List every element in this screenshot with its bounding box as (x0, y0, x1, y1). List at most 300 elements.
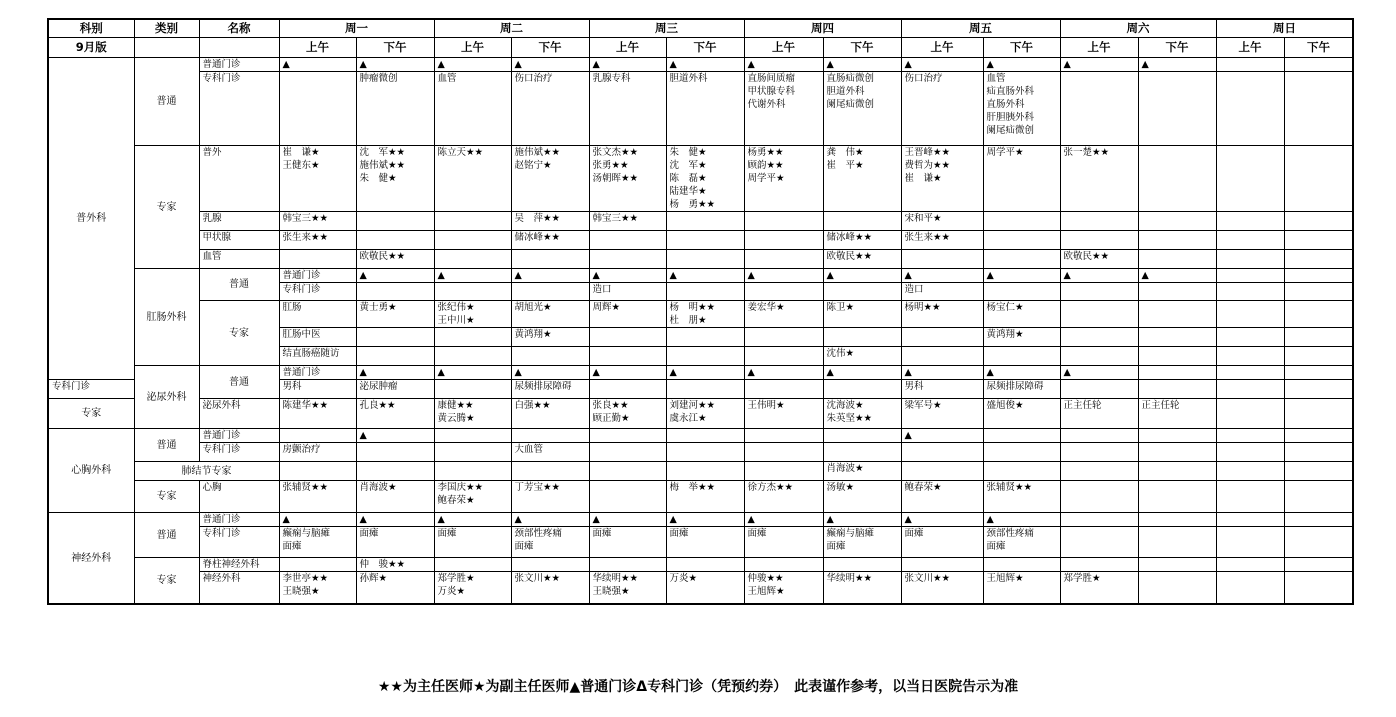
schedule-cell (1216, 283, 1284, 301)
schedule-cell: ▲ (356, 429, 434, 443)
schedule-table (47, 18, 1354, 605)
schedule-cell (434, 212, 511, 231)
schedule-cell: ▲ (1060, 58, 1138, 72)
am-header: 上午 (279, 38, 356, 58)
day-header-mon: 周一 (279, 19, 434, 38)
clinic-name: 结直肠癌随访 (279, 347, 356, 366)
department-label: 普外科 (48, 58, 134, 380)
schedule-cell (1284, 72, 1353, 146)
schedule-cell (589, 231, 666, 250)
pm-header: 下午 (356, 38, 434, 58)
schedule-cell: 陈卫★ (823, 301, 901, 328)
schedule-cell (666, 250, 744, 269)
schedule-cell: 男科 (279, 380, 356, 399)
schedule-cell (1284, 146, 1353, 212)
schedule-cell (744, 283, 823, 301)
schedule-cell (1216, 366, 1284, 380)
am-header: 上午 (1060, 38, 1138, 58)
legend-footer: ★★为主任医师★为副主任医师▲普通门诊Δ专科门诊（凭预约券） 此表谨作参考，以当日医院告示为准 (377, 679, 1019, 695)
schedule-cell: ▲ (434, 269, 511, 283)
name-header: 名称 (199, 19, 279, 38)
schedule-cell (434, 558, 511, 572)
schedule-cell: 面瘫 (434, 527, 511, 558)
schedule-cell (589, 481, 666, 513)
schedule-cell: 崔 谦★ 王健东★ (279, 146, 356, 212)
schedule-cell (983, 231, 1060, 250)
schedule-cell: ▲ (983, 58, 1060, 72)
header-row-halfday (48, 38, 1353, 58)
schedule-cell (983, 558, 1060, 572)
clinic-name: 普通门诊 (199, 429, 279, 443)
pm-header: 下午 (823, 38, 901, 58)
schedule-cell: 尿频排尿障碍 (511, 380, 589, 399)
schedule-cell (1138, 301, 1216, 328)
schedule-cell: ▲ (511, 58, 589, 72)
schedule-body (48, 19, 1353, 604)
schedule-cell (1216, 58, 1284, 72)
schedule-cell: ▲ (1138, 269, 1216, 283)
schedule-cell: ▲ (983, 269, 1060, 283)
schedule-cell: 欧敬民★★ (823, 250, 901, 269)
schedule-cell (744, 462, 823, 481)
pm-header: 下午 (1138, 38, 1216, 58)
schedule-row (48, 366, 1353, 380)
schedule-cell (666, 347, 744, 366)
schedule-cell: ▲ (434, 58, 511, 72)
schedule-cell: 宋和平★ (901, 212, 983, 231)
schedule-cell (1060, 231, 1138, 250)
schedule-cell: ▲ (279, 513, 356, 527)
schedule-cell (823, 443, 901, 462)
category-label: 普通 (134, 513, 199, 558)
schedule-cell (356, 443, 434, 462)
schedule-cell: 乳腺专科 (589, 72, 666, 146)
schedule-cell (823, 558, 901, 572)
schedule-cell (1216, 513, 1284, 527)
schedule-cell: 白强★★ (511, 399, 589, 429)
schedule-cell (356, 462, 434, 481)
schedule-cell (1138, 328, 1216, 347)
schedule-cell: 华续明★★ (823, 572, 901, 605)
department-label: 神经外科 (48, 513, 134, 605)
schedule-cell: 杨明★★ (901, 301, 983, 328)
schedule-cell (511, 429, 589, 443)
schedule-cell (823, 283, 901, 301)
schedule-cell: ▲ (744, 366, 823, 380)
header-blank (199, 38, 279, 58)
schedule-cell (279, 429, 356, 443)
schedule-cell (589, 380, 666, 399)
schedule-cell: ▲ (744, 269, 823, 283)
schedule-cell (1216, 347, 1284, 366)
schedule-cell (1138, 347, 1216, 366)
schedule-cell: ▲ (356, 269, 434, 283)
schedule-cell: ▲ (744, 58, 823, 72)
schedule-cell (1138, 212, 1216, 231)
category-label: 专家 (134, 146, 199, 269)
schedule-cell: ▲ (666, 366, 744, 380)
schedule-cell: 造口 (901, 283, 983, 301)
schedule-cell (1138, 429, 1216, 443)
schedule-cell: ▲ (666, 269, 744, 283)
schedule-cell: 张纪伟★ 王中川★ (434, 301, 511, 328)
schedule-cell (434, 380, 511, 399)
schedule-cell (1284, 328, 1353, 347)
schedule-cell (901, 558, 983, 572)
schedule-cell: 欧敬民★★ (356, 250, 434, 269)
schedule-cell: ▲ (589, 269, 666, 283)
schedule-row (48, 527, 1353, 558)
schedule-cell: ▲ (901, 366, 983, 380)
schedule-cell (823, 328, 901, 347)
schedule-cell: 面瘫 (744, 527, 823, 558)
schedule-cell (744, 328, 823, 347)
schedule-row (48, 513, 1353, 527)
schedule-cell (901, 328, 983, 347)
schedule-cell: 沈伟★ (823, 347, 901, 366)
schedule-cell (1216, 572, 1284, 605)
schedule-cell (589, 328, 666, 347)
dept-header: 科别 (48, 19, 134, 38)
schedule-cell: 尿频排尿障碍 (983, 380, 1060, 399)
schedule-cell: ▲ (823, 58, 901, 72)
schedule-cell: ▲ (434, 366, 511, 380)
schedule-cell (1060, 328, 1138, 347)
schedule-cell (1060, 380, 1138, 399)
schedule-cell (901, 443, 983, 462)
schedule-cell (744, 250, 823, 269)
schedule-cell: 肖海波★ (356, 481, 434, 513)
clinic-name: 专科门诊 (279, 283, 356, 301)
schedule-cell (1284, 399, 1353, 429)
schedule-cell (666, 462, 744, 481)
schedule-row (48, 301, 1353, 328)
schedule-cell: 万炎★ (666, 572, 744, 605)
schedule-cell: 郑学胜★ 万炎★ (434, 572, 511, 605)
department-label: 肛肠外科 (134, 269, 199, 366)
category-label: 普通 (199, 269, 279, 301)
schedule-cell: 王晋峰★★ 费哲为★★ 崔 谦★ (901, 146, 983, 212)
schedule-cell (1060, 443, 1138, 462)
schedule-cell: 丁芳宝★★ (511, 481, 589, 513)
header-blank (134, 38, 199, 58)
schedule-cell (589, 462, 666, 481)
schedule-cell: ▲ (666, 58, 744, 72)
schedule-cell (744, 443, 823, 462)
schedule-cell: 癫痫与脑瘫 面瘫 (823, 527, 901, 558)
schedule-cell: 孔良★★ (356, 399, 434, 429)
schedule-cell: 李国庆★★ 鲍春荣★ (434, 481, 511, 513)
schedule-cell (901, 347, 983, 366)
pm-header: 下午 (1284, 38, 1353, 58)
schedule-cell (1284, 212, 1353, 231)
schedule-cell: ▲ (279, 58, 356, 72)
schedule-cell: 血管 疝直肠外科 直肠外科 肝胆胰外科 阑尾疝微创 (983, 72, 1060, 146)
category-label: 专家 (134, 558, 199, 605)
schedule-cell: 姜宏华★ (744, 301, 823, 328)
schedule-row (48, 72, 1353, 146)
clinic-name: 普通门诊 (279, 269, 356, 283)
schedule-cell (1060, 429, 1138, 443)
schedule-cell: 康健★★ 黄云腾★ (434, 399, 511, 429)
schedule-cell (666, 283, 744, 301)
schedule-cell (1138, 572, 1216, 605)
schedule-cell: ▲ (983, 513, 1060, 527)
clinic-name: 泌尿外科 (199, 399, 279, 429)
schedule-cell: 张辅贤★★ (983, 481, 1060, 513)
schedule-cell: 施伟斌★★ 赵铭宁★ (511, 146, 589, 212)
clinic-name: 普外 (199, 146, 279, 212)
pm-header: 下午 (511, 38, 589, 58)
day-header-thu: 周四 (744, 19, 901, 38)
schedule-cell: ▲ (1060, 366, 1138, 380)
day-header-sat: 周六 (1060, 19, 1216, 38)
schedule-cell (1284, 269, 1353, 283)
schedule-cell (983, 443, 1060, 462)
schedule-cell: ▲ (744, 513, 823, 527)
schedule-row (48, 250, 1353, 269)
schedule-cell: 张生来★★ (279, 231, 356, 250)
schedule-cell: 张辅贤★★ (279, 481, 356, 513)
clinic-name: 乳腺 (199, 212, 279, 231)
schedule-cell: ▲ (983, 366, 1060, 380)
schedule-cell: 张良★★ 顾正勤★ (589, 399, 666, 429)
schedule-cell (434, 429, 511, 443)
schedule-cell (1060, 301, 1138, 328)
schedule-row (48, 572, 1353, 605)
category-label: 专家 (134, 481, 199, 513)
clinic-name: 普通门诊 (199, 513, 279, 527)
schedule-cell: ▲ (823, 269, 901, 283)
clinic-name: 甲状腺 (199, 231, 279, 250)
schedule-cell (1060, 481, 1138, 513)
schedule-cell (1216, 380, 1284, 399)
schedule-cell: 储冰峰★★ (823, 231, 901, 250)
schedule-cell (1138, 283, 1216, 301)
schedule-cell: ▲ (823, 513, 901, 527)
schedule-cell (356, 328, 434, 347)
schedule-cell (589, 443, 666, 462)
schedule-cell: 杨 明★★ 杜 朋★ (666, 301, 744, 328)
schedule-cell (1138, 146, 1216, 212)
schedule-cell (279, 462, 356, 481)
schedule-cell (511, 347, 589, 366)
schedule-cell (1138, 72, 1216, 146)
schedule-cell: 吴 萍★★ (511, 212, 589, 231)
schedule-cell (1060, 513, 1138, 527)
schedule-cell (589, 429, 666, 443)
schedule-cell: 仲 骏★★ (356, 558, 434, 572)
schedule-cell (434, 250, 511, 269)
schedule-cell (434, 328, 511, 347)
schedule-cell (744, 347, 823, 366)
schedule-row (48, 558, 1353, 572)
schedule-cell (1060, 558, 1138, 572)
schedule-cell (823, 212, 901, 231)
schedule-cell: 肿瘤微创 (356, 72, 434, 146)
schedule-cell (823, 380, 901, 399)
schedule-cell (823, 429, 901, 443)
schedule-cell: 颈部性疼痛 面瘫 (983, 527, 1060, 558)
schedule-cell (1060, 283, 1138, 301)
schedule-row (48, 429, 1353, 443)
schedule-cell: ▲ (434, 513, 511, 527)
clinic-name: 肛肠中医 (279, 328, 356, 347)
schedule-cell (983, 250, 1060, 269)
schedule-cell: 胡旭光★ (511, 301, 589, 328)
schedule-cell: 郑学胜★ (1060, 572, 1138, 605)
schedule-cell: 伤口治疗 (511, 72, 589, 146)
schedule-cell: 面瘫 (901, 527, 983, 558)
schedule-cell: 欧敬民★★ (1060, 250, 1138, 269)
schedule-cell (1216, 527, 1284, 558)
schedule-cell: ▲ (589, 58, 666, 72)
schedule-cell: 鲍春荣★ (901, 481, 983, 513)
schedule-cell (1216, 72, 1284, 146)
schedule-cell: ▲ (901, 58, 983, 72)
schedule-row (48, 58, 1353, 72)
schedule-cell (1284, 231, 1353, 250)
schedule-cell: 李世亭★★ 王晓强★ (279, 572, 356, 605)
schedule-cell: 王伟明★ (744, 399, 823, 429)
schedule-cell (434, 231, 511, 250)
version-label: 9月版 (48, 38, 134, 58)
schedule-cell (1138, 558, 1216, 572)
schedule-cell (1216, 328, 1284, 347)
schedule-cell (983, 429, 1060, 443)
schedule-cell (666, 558, 744, 572)
schedule-cell (1216, 146, 1284, 212)
schedule-row (48, 481, 1353, 513)
schedule-cell (1284, 250, 1353, 269)
schedule-cell: 直肠疝微创 胆道外科 阑尾疝微创 (823, 72, 901, 146)
schedule-cell (901, 250, 983, 269)
schedule-cell: 黄鸿翔★ (511, 328, 589, 347)
clinic-name: 普通门诊 (199, 58, 279, 72)
schedule-cell: 周学平★ (983, 146, 1060, 212)
schedule-cell (1060, 462, 1138, 481)
schedule-cell: ▲ (901, 513, 983, 527)
pm-header: 下午 (666, 38, 744, 58)
schedule-cell (1216, 443, 1284, 462)
schedule-cell: 伤口治疗 (901, 72, 983, 146)
department-label: 心胸外科 (48, 429, 134, 513)
schedule-cell (1284, 481, 1353, 513)
schedule-cell (356, 212, 434, 231)
category-label: 普通 (134, 58, 199, 146)
category-label: 普通 (199, 366, 279, 399)
schedule-cell: 男科 (901, 380, 983, 399)
schedule-cell (983, 462, 1060, 481)
schedule-row (48, 462, 1353, 481)
schedule-row (48, 146, 1353, 212)
schedule-cell (1284, 380, 1353, 399)
schedule-cell (434, 347, 511, 366)
schedule-cell (1138, 231, 1216, 250)
schedule-cell: ▲ (666, 513, 744, 527)
schedule-cell (356, 283, 434, 301)
schedule-cell (1138, 513, 1216, 527)
am-header: 上午 (744, 38, 823, 58)
schedule-cell (1216, 212, 1284, 231)
schedule-row (48, 231, 1353, 250)
schedule-cell (1060, 212, 1138, 231)
clinic-name: 专科门诊 (199, 72, 279, 146)
clinic-name: 神经外科 (199, 572, 279, 605)
schedule-cell: ▲ (901, 269, 983, 283)
schedule-cell (1060, 527, 1138, 558)
schedule-cell: 颈部性疼痛 面瘫 (511, 527, 589, 558)
schedule-cell (589, 558, 666, 572)
pm-header: 下午 (983, 38, 1060, 58)
schedule-cell (744, 380, 823, 399)
schedule-cell (589, 347, 666, 366)
category-label: 普通 (134, 429, 199, 462)
schedule-cell: 盛旭俊★ (983, 399, 1060, 429)
schedule-cell: 癫痫与脑瘫 面瘫 (279, 527, 356, 558)
schedule-cell (1284, 513, 1353, 527)
am-header: 上午 (1216, 38, 1284, 58)
schedule-cell (1138, 380, 1216, 399)
schedule-cell: ▲ (589, 513, 666, 527)
schedule-cell: 面瘫 (356, 527, 434, 558)
schedule-cell: 面瘫 (589, 527, 666, 558)
schedule-cell: 黄鸿翔★ (983, 328, 1060, 347)
schedule-row (48, 399, 1353, 429)
schedule-cell (1138, 527, 1216, 558)
schedule-cell: 仲骏★★ 王旭辉★ (744, 572, 823, 605)
schedule-cell (1216, 558, 1284, 572)
schedule-cell (511, 283, 589, 301)
schedule-cell: 泌尿肿瘤 (356, 380, 434, 399)
schedule-cell (1138, 366, 1216, 380)
schedule-cell (279, 72, 356, 146)
schedule-cell: 张生来★★ (901, 231, 983, 250)
schedule-cell: 韩宝三★★ (589, 212, 666, 231)
schedule-cell (744, 429, 823, 443)
schedule-cell (744, 231, 823, 250)
schedule-cell (1060, 347, 1138, 366)
schedule-cell (1216, 250, 1284, 269)
schedule-cell: ▲ (1060, 269, 1138, 283)
schedule-cell (356, 231, 434, 250)
schedule-cell (356, 347, 434, 366)
schedule-cell: ▲ (589, 366, 666, 380)
schedule-cell (589, 250, 666, 269)
am-header: 上午 (589, 38, 666, 58)
am-header: 上午 (901, 38, 983, 58)
schedule-cell (1060, 72, 1138, 146)
schedule-cell: 朱 健★ 沈 军★ 陈 磊★ 陆建华★ 杨 勇★★ (666, 146, 744, 212)
schedule-cell: 张文杰★★ 张勇★★ 汤朝晖★★ (589, 146, 666, 212)
schedule-cell (1216, 481, 1284, 513)
schedule-cell (744, 212, 823, 231)
schedule-cell (1138, 443, 1216, 462)
schedule-cell (1138, 462, 1216, 481)
schedule-cell (1284, 301, 1353, 328)
schedule-cell (511, 462, 589, 481)
schedule-cell (1284, 443, 1353, 462)
clinic-name: 心胸 (199, 481, 279, 513)
schedule-cell: 肖海波★ (823, 462, 901, 481)
day-header-sun: 周日 (1216, 19, 1353, 38)
schedule-cell (1284, 366, 1353, 380)
schedule-cell (434, 462, 511, 481)
header-row-days (48, 19, 1353, 38)
schedule-cell (1284, 347, 1353, 366)
schedule-cell: 陈建华★★ (279, 399, 356, 429)
schedule-cell (666, 380, 744, 399)
